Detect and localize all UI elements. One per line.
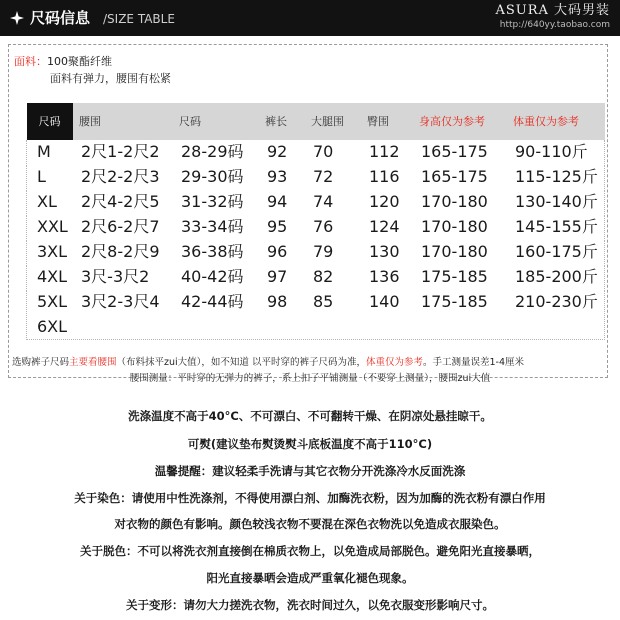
table-cell: 97: [259, 265, 305, 290]
table-cell: 175-185: [413, 265, 507, 290]
note-text: 。手工测量误差1-4厘米: [422, 357, 524, 368]
table-cell: 130: [361, 240, 413, 265]
size-cell: XXL: [27, 215, 73, 240]
col-header-weight: 体重仅为参考: [507, 103, 605, 140]
table-cell: 120: [361, 190, 413, 215]
note-highlight-waist: 主要看腰围: [69, 357, 117, 368]
col-header-hip: 臀围: [361, 103, 413, 140]
table-cell: 170-180: [413, 240, 507, 265]
col-header-length: 裤长: [259, 103, 305, 140]
fabric-material: 100聚酯纤维: [47, 55, 112, 68]
size-table-header: [27, 103, 605, 140]
table-cell: 3尺2-3尺4: [73, 290, 173, 315]
care-line: 关于染色：请使用中性洗涤剂，不得使用漂白剂、加酶洗衣粉，因为加酶的洗衣粉有漂白作用: [74, 491, 546, 505]
compass-cross-icon: [10, 11, 24, 25]
table-cell: 31-32码: [173, 190, 259, 215]
table-cell: 95: [259, 215, 305, 240]
brand-logo: ASURA 大码男装: [495, 3, 610, 18]
care-line: 可熨(建议垫布熨烫熨斗底板温度不高于110°C): [187, 437, 433, 451]
table-cell: 94: [259, 190, 305, 215]
table-row: [27, 215, 605, 240]
table-cell: 170-180: [413, 190, 507, 215]
table-cell: 185-200斤: [507, 265, 605, 290]
table-cell: [259, 315, 305, 340]
table-cell: 93: [259, 165, 305, 190]
table-cell: 145-155斤: [507, 215, 605, 240]
care-line: 洗涤温度不高于40°C、不可漂白、不可翻转干燥、在阴凉处悬挂晾干。: [128, 409, 492, 423]
table-row: [27, 190, 605, 215]
table-cell: 170-180: [413, 215, 507, 240]
table-row: [27, 165, 605, 190]
table-cell: 115-125斤: [507, 165, 605, 190]
table-cell: 175-185: [413, 290, 507, 315]
table-row: [27, 240, 605, 265]
table-cell: 2尺6-2尺7: [73, 215, 173, 240]
care-line: 温馨提醒：建议轻柔手洗请与其它衣物分开洗涤冷水反面洗涤: [154, 464, 466, 478]
table-row: [27, 140, 605, 165]
waist-measure-note: 腰围测量：平时穿的无弹力的裤子，系上扣子平铺测量（不要穿上测量），腰围zui大值: [129, 373, 491, 384]
size-table-body: [27, 140, 605, 340]
table-cell: 116: [361, 165, 413, 190]
col-header-waist: 腰围: [73, 103, 173, 140]
purchase-note: [8, 356, 620, 370]
size-cell: 6XL: [27, 315, 73, 340]
table-cell: 2尺2-2尺3: [73, 165, 173, 190]
table-cell: [361, 315, 413, 340]
table-cell: 90-110斤: [507, 140, 605, 165]
col-header-height: 身高仅为参考: [413, 103, 507, 140]
care-line: 关于脱色：不可以将洗衣剂直接倒在棉质衣物上，以免造成局部脱色。避免阳光直接暴晒，: [80, 544, 540, 558]
table-cell: 36-38码: [173, 240, 259, 265]
table-cell: 96: [259, 240, 305, 265]
fabric-info: [14, 54, 112, 69]
brand-url: http://640yy.taobao.com: [499, 20, 610, 30]
size-cell: XL: [27, 190, 73, 215]
table-cell: 140: [361, 290, 413, 315]
table-cell: 85: [305, 290, 361, 315]
table-row: [27, 315, 605, 340]
table-cell: 70: [305, 140, 361, 165]
table-cell: 42-44码: [173, 290, 259, 315]
table-cell: 92: [259, 140, 305, 165]
size-cell: 5XL: [27, 290, 73, 315]
header-banner: [0, 0, 620, 36]
fabric-label: 面料：: [14, 55, 47, 68]
size-cell: L: [27, 165, 73, 190]
table-cell: 29-30码: [173, 165, 259, 190]
table-cell: 79: [305, 240, 361, 265]
table-cell: 124: [361, 215, 413, 240]
table-cell: [507, 315, 605, 340]
care-line: 关于变形：请勿大力搓洗衣物，洗衣时间过久，以免衣服变形影响尺寸。: [126, 598, 494, 612]
note-highlight-weight: 体重仅为参考: [365, 357, 423, 368]
table-cell: [73, 315, 173, 340]
table-cell: 76: [305, 215, 361, 240]
size-table: [26, 102, 605, 340]
note-text: 选购裤子尺码: [12, 357, 70, 368]
note-text: （布料抹平zui大值），如不知道 以平时穿的裤子尺码为准，: [116, 357, 366, 368]
page-subtitle: /SIZE TABLE: [103, 12, 175, 26]
table-cell: 130-140斤: [507, 190, 605, 215]
col-header-number: 尺码: [173, 103, 259, 140]
col-header-size: 尺码: [27, 103, 73, 140]
table-cell: 28-29码: [173, 140, 259, 165]
table-cell: 112: [361, 140, 413, 165]
table-cell: 33-34码: [173, 215, 259, 240]
table-cell: 2尺4-2尺5: [73, 190, 173, 215]
table-cell: 3尺-3尺2: [73, 265, 173, 290]
table-cell: 160-175斤: [507, 240, 605, 265]
table-cell: 72: [305, 165, 361, 190]
col-header-thigh: 大腿围: [305, 103, 361, 140]
size-cell: M: [27, 140, 73, 165]
fabric-note: 面料有弹力，腰围有松紧: [50, 72, 171, 85]
size-cell: 4XL: [27, 265, 73, 290]
care-line: 阳光直接暴晒会造成严重氧化褪色现象。: [206, 571, 414, 585]
table-cell: 165-175: [413, 165, 507, 190]
table-cell: 98: [259, 290, 305, 315]
table-cell: 82: [305, 265, 361, 290]
table-cell: [413, 315, 507, 340]
page-title: 尺码信息: [30, 9, 91, 27]
size-cell: 3XL: [27, 240, 73, 265]
table-cell: [173, 315, 259, 340]
table-cell: 74: [305, 190, 361, 215]
table-cell: 2尺1-2尺2: [73, 140, 173, 165]
table-row: [27, 265, 605, 290]
table-cell: 136: [361, 265, 413, 290]
table-cell: 210-230斤: [507, 290, 605, 315]
care-line: 对衣物的颜色有影响。颜色较浅衣物不要混在深色衣物洗以免造成衣服染色。: [114, 517, 506, 531]
table-cell: [305, 315, 361, 340]
table-cell: 2尺8-2尺9: [73, 240, 173, 265]
table-row: [27, 290, 605, 315]
table-cell: 165-175: [413, 140, 507, 165]
table-cell: 40-42码: [173, 265, 259, 290]
